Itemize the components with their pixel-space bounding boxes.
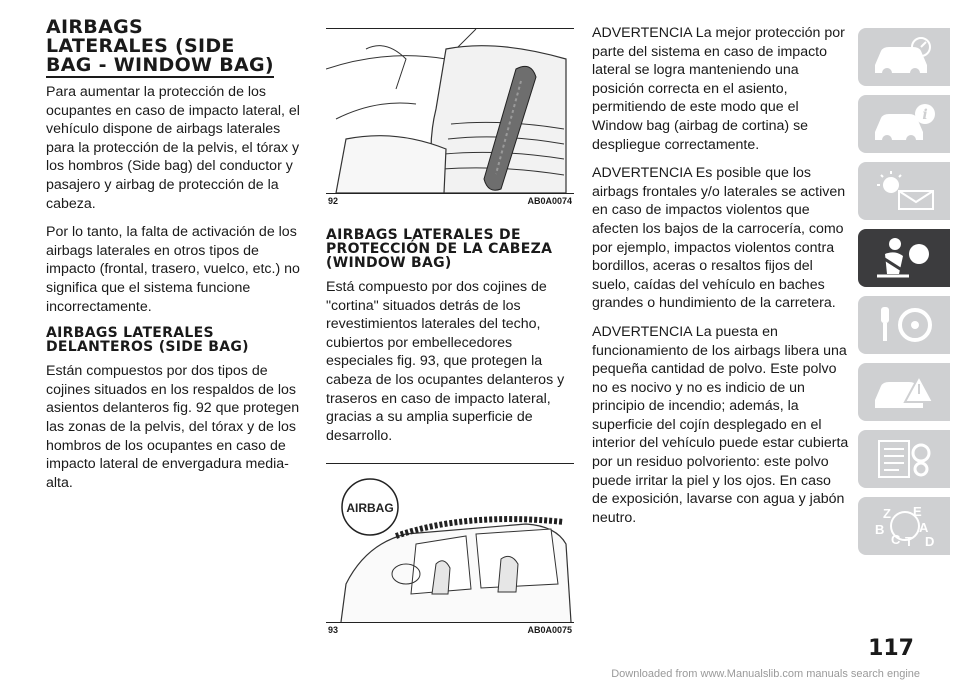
figure-code: AB0A0074	[527, 196, 572, 206]
download-footer: Downloaded from www.Manualslib.com manuals search engine	[611, 668, 920, 680]
figure-number: 93	[328, 625, 339, 636]
warning-light-envelope-icon	[869, 169, 939, 213]
car-hazard-icon	[869, 370, 939, 414]
seat-side-airbag-illustration	[326, 29, 574, 193]
key-steering-wheel-icon	[869, 303, 939, 347]
paragraph: Están compuestos por dos tipos de cojines situados en los respaldos de los asientos delanteros fig. 92 que protegen las zonas de la pelvis, del tórax y de los hombros de los ocupantes en caso de impacto lateral de envergadura media-alta.	[46, 363, 300, 491]
index-letter: E	[913, 504, 922, 519]
subsection-title: AIRBAGS LATERALES DELANTEROS (SIDE BAG)	[46, 325, 249, 356]
maintenance-list-icon	[869, 437, 939, 481]
figure-number: 92	[328, 196, 339, 206]
index-letter: C	[891, 532, 901, 547]
tab-warning-lights[interactable]	[858, 162, 950, 220]
figure-93	[326, 463, 574, 623]
tab-index[interactable]	[858, 497, 950, 555]
section-title-line-1: AIRBAGS	[46, 16, 143, 38]
svg-text:i: i	[922, 107, 928, 123]
airbag-label: AIRBAG	[346, 501, 394, 516]
subsection-title: AIRBAGS LATERALES DE PROTECCIÓN DE LA CABEZA (WINDOW BAG)	[326, 227, 553, 271]
tab-emergency[interactable]	[858, 363, 950, 421]
section-title-line-2: LATERALES (SIDE	[46, 35, 235, 57]
tab-maintenance[interactable]	[858, 430, 950, 488]
warning-paragraph: ADVERTENCIA La mejor protección por parte del sistema en caso de impacto lateral se logra manteniendo una posición correcta en el asiento, permitiendo de este modo que el Window bag (airbag de cortina) se despliegue correctamente.	[592, 25, 845, 153]
paragraph: Para aumentar la protección de los ocupantes en caso de impacto lateral, el vehículo dispone de airbags laterales para la protección de la pelvis, el tórax y los hombros (Side bag) del conductor y pasajero y airbag de protección de la cabeza.	[46, 84, 300, 212]
column-middle	[326, 28, 574, 635]
index-letter: T	[905, 534, 913, 548]
figure-93-caption	[326, 623, 574, 635]
index-letter: A	[919, 520, 929, 535]
chapter-tabs	[858, 28, 950, 564]
alphabet-index-icon	[869, 504, 939, 548]
index-letter: Z	[883, 506, 891, 521]
car-dashboard-icon	[869, 35, 939, 79]
tab-dashboard[interactable]	[858, 28, 950, 86]
page-number: 117	[868, 636, 914, 661]
car-info-icon	[869, 102, 939, 146]
tab-starting-driving[interactable]	[858, 296, 950, 354]
figure-92	[326, 28, 574, 194]
section-title-line-3: BAG - WINDOW BAG)	[46, 54, 274, 76]
tab-safety[interactable]	[858, 229, 950, 287]
section-title	[46, 18, 308, 75]
figure-code: AB0A0075	[527, 625, 572, 636]
index-letter: B	[875, 522, 885, 537]
tab-car-info[interactable]	[858, 95, 950, 153]
paragraph: Está compuesto por dos cojines de "cortina" situados detrás de los revestimientos laterales del techo, cubiertos por embellecedores especiales fig. 93, que protegen la cabeza de los ocupantes delanteros y traseros en caso de impacto lateral, gracias a su amplia superficie de desarrollo.	[326, 279, 565, 444]
paragraph: Por lo tanto, la falta de activación de los airbags laterales en otros tipos de impacto (frontal, trasero, vuelco, etc.) no significa que el sistema funcione incorrectamente.	[46, 224, 300, 315]
warning-paragraph: ADVERTENCIA La puesta en funcionamiento de los airbags libera una pequeña cantidad de polvo. Este polvo no es nocivo y no es indicio de un principio de incendio; además, la superficie del cojín desplegado en el interior del vehículo puede estar cubierta por un residuo polvoriento: este polvo puede irritar la piel y los ojos. En caso de exposición, lavarse con agua y jabón neutro.	[592, 323, 849, 526]
column-left	[46, 18, 308, 502]
figure-92-caption	[326, 194, 574, 206]
warning-paragraph: ADVERTENCIA Es posible que los airbags frontales y/o laterales se activen en caso de impactos violentos que afecten los bajos de la carrocería, como por ejemplo, impactos violentos contra bordillos, aceras o resaltos fijos del suelo, caídas del vehículo en baches grandes o hundimiento de la carretera.	[592, 165, 846, 312]
window-bag-illustration	[326, 464, 574, 622]
seatbelt-airbag-icon	[869, 236, 939, 280]
column-right	[592, 24, 850, 537]
index-letter: D	[925, 534, 935, 548]
